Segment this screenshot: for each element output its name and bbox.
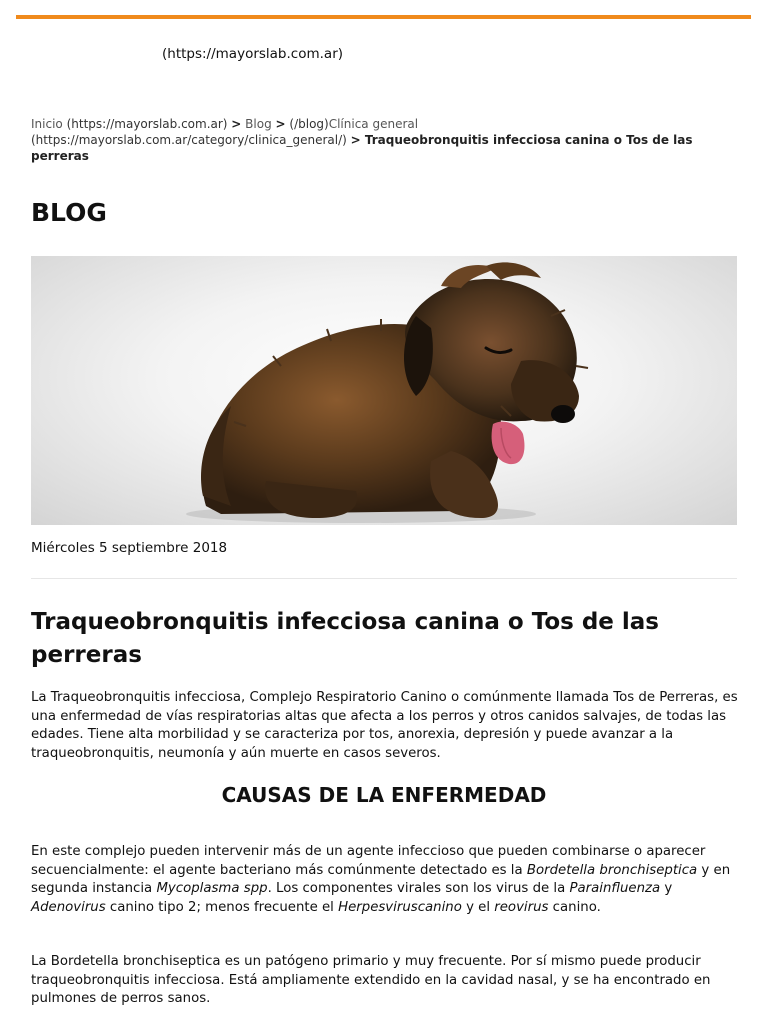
breadcrumb-home-link[interactable]: Inicio xyxy=(31,117,63,131)
italic-term: Bordetella bronchiseptica xyxy=(526,862,698,878)
breadcrumb-current-page: Traqueobronquitis infecciosa canina o Tos de las perreras xyxy=(31,133,693,163)
italic-term: Herpesviruscanino xyxy=(338,899,462,915)
post-date: Miércoles 5 septiembre 2018 xyxy=(31,540,228,556)
text-run: En este complejo pueden intervenir más de un agente infeccioso que pueden combinarse o aparecer secuencialmente: el agente bacteriano más comúnmente detectado es la xyxy=(31,844,706,878)
section-heading: CAUSAS DE LA ENFERMEDAD xyxy=(221,783,547,807)
breadcrumb xyxy=(31,116,731,164)
post-title: Traqueobronquitis infecciosa canina o Tos de las perreras xyxy=(31,609,659,668)
breadcrumb-blog-url: (/blog) xyxy=(285,117,329,131)
divider xyxy=(31,578,737,579)
text-run: y xyxy=(660,881,673,896)
hero-image xyxy=(31,256,737,525)
text-run: canino tipo 2; menos frecuente el xyxy=(105,899,339,915)
text-run: y en segunda instancia xyxy=(31,862,731,896)
breadcrumb-blog-link[interactable]: Blog xyxy=(241,117,276,131)
text-run: . Los componentes virales son los virus de la xyxy=(267,881,570,896)
breadcrumb-category-link[interactable]: Clínica general xyxy=(328,117,419,131)
causes-paragraph xyxy=(31,843,743,917)
breadcrumb-home-url: (https://mayorslab.com.ar) xyxy=(62,117,232,131)
breadcrumb-category-url: (https://mayorslab.com.ar/category/clinica_general/) xyxy=(31,133,351,147)
text-run: y el xyxy=(461,899,495,915)
italic-term: Mycoplasma spp xyxy=(156,881,268,896)
page-title: BLOG xyxy=(31,198,107,227)
dachshund-coughing-image xyxy=(31,256,737,525)
italic-term: Parainfluenza xyxy=(569,881,661,896)
top-accent-bar xyxy=(16,15,751,19)
post-intro-paragraph: La Traqueobronquitis infecciosa, Complejo Respiratorio Canino o comúnmente llamada Tos de Perreras, es una enfermedad de vías respiratorias altas que afecta a los perros y otros canidos salvajes, de todas las edades. Tiene alta morbilidad y se caracteriza por tos, anorexia, depresión y puede avanzar a la traqueobronquitis, neumonía y aún muerte en casos severos. xyxy=(31,690,738,761)
breadcrumb-separator: > xyxy=(350,133,361,147)
italic-term: reovirus xyxy=(494,899,549,915)
breadcrumb-separator: > xyxy=(275,117,286,131)
text-run: canino. xyxy=(548,899,601,915)
italic-term: Adenovirus xyxy=(31,899,106,915)
breadcrumb-separator: > xyxy=(231,117,242,131)
site-logo-link[interactable]: (https://mayorslab.com.ar) xyxy=(162,46,344,62)
bordetella-paragraph: La Bordetella bronchiseptica es un patógeno primario y muy frecuente. Por sí mismo puede producir traqueobronquitis infecciosa. Está ampliamente extendido en la cavidad nasal, y se ha encontrado en pulmones de perros sanos. xyxy=(31,954,711,1006)
